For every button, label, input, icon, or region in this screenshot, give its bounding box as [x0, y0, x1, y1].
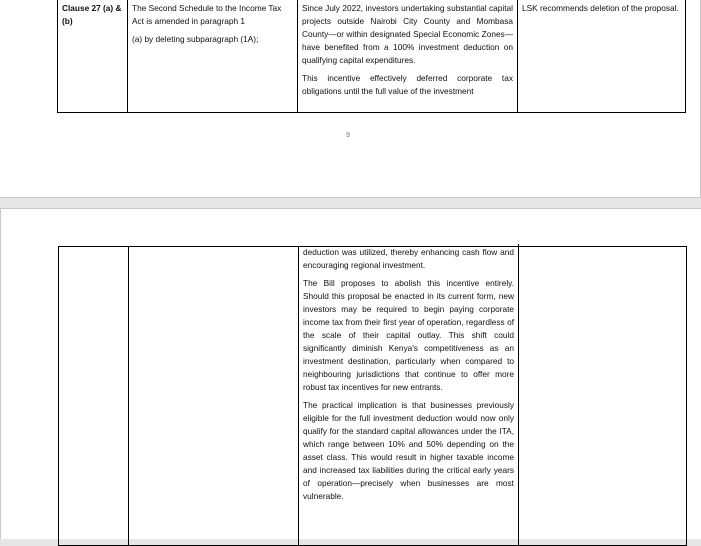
comment-paragraph: deduction was utilized, thereby enhancing cash flow and encouraging regional investment.	[303, 247, 514, 270]
page-number: 9	[346, 132, 350, 139]
recommendation-cell	[519, 247, 687, 545]
comment-cell[interactable]	[299, 244, 519, 545]
provision-text: (a) by deleting subparagraph (1A);	[132, 34, 259, 44]
comment-paragraph: The Bill proposes to abolish this incentive entirely. Should this proposal be enacted in its current form, new investors may be required to begin paying corporate income tax from their first year of operation, regardless of the scale of their capital outlay. This shift could significantly diminish Kenya's competitiveness as an investment destination, particularly when compared to neighbouring jurisdictions that continue to offer more robust tax incentives for new entrants.	[303, 278, 514, 392]
submission-table-continued	[58, 246, 687, 546]
page-9	[0, 0, 701, 198]
submission-table	[57, 0, 686, 113]
page-10	[0, 208, 701, 539]
provision-cell	[128, 0, 298, 112]
comment-paragraph: The practical implication is that businesses previously eligible for the full investment deduction would now only qualify for the standard capital allowances under the ITA, which range between 10% and 50% depending on the asset class. This would result in higher taxable income and increased tax liabilities during the critical early years of operation—precisely when businesses are most vulnerable.	[303, 400, 514, 501]
comment-paragraph: This incentive effectively deferred corporate tax obligations until the full value of the investment	[302, 73, 513, 96]
provision-cell	[129, 247, 299, 545]
clause-cell	[59, 247, 129, 545]
comment-paragraph: Since July 2022, investors undertaking substantial capital projects outside Nairobi City County and Mombasa County—or within designated Special Economic Zones—have benefited from a 100% investment deduction on qualifying capital expenditures.	[302, 3, 513, 65]
recommendation-text: LSK recommends deletion of the proposal.	[522, 3, 679, 13]
comment-cell	[298, 0, 518, 112]
clause-cell: Clause 27 (a) & (b)	[58, 0, 128, 112]
recommendation-cell	[518, 0, 686, 112]
provision-text: The Second Schedule to the Income Tax Act is amended in paragraph 1	[132, 3, 282, 26]
